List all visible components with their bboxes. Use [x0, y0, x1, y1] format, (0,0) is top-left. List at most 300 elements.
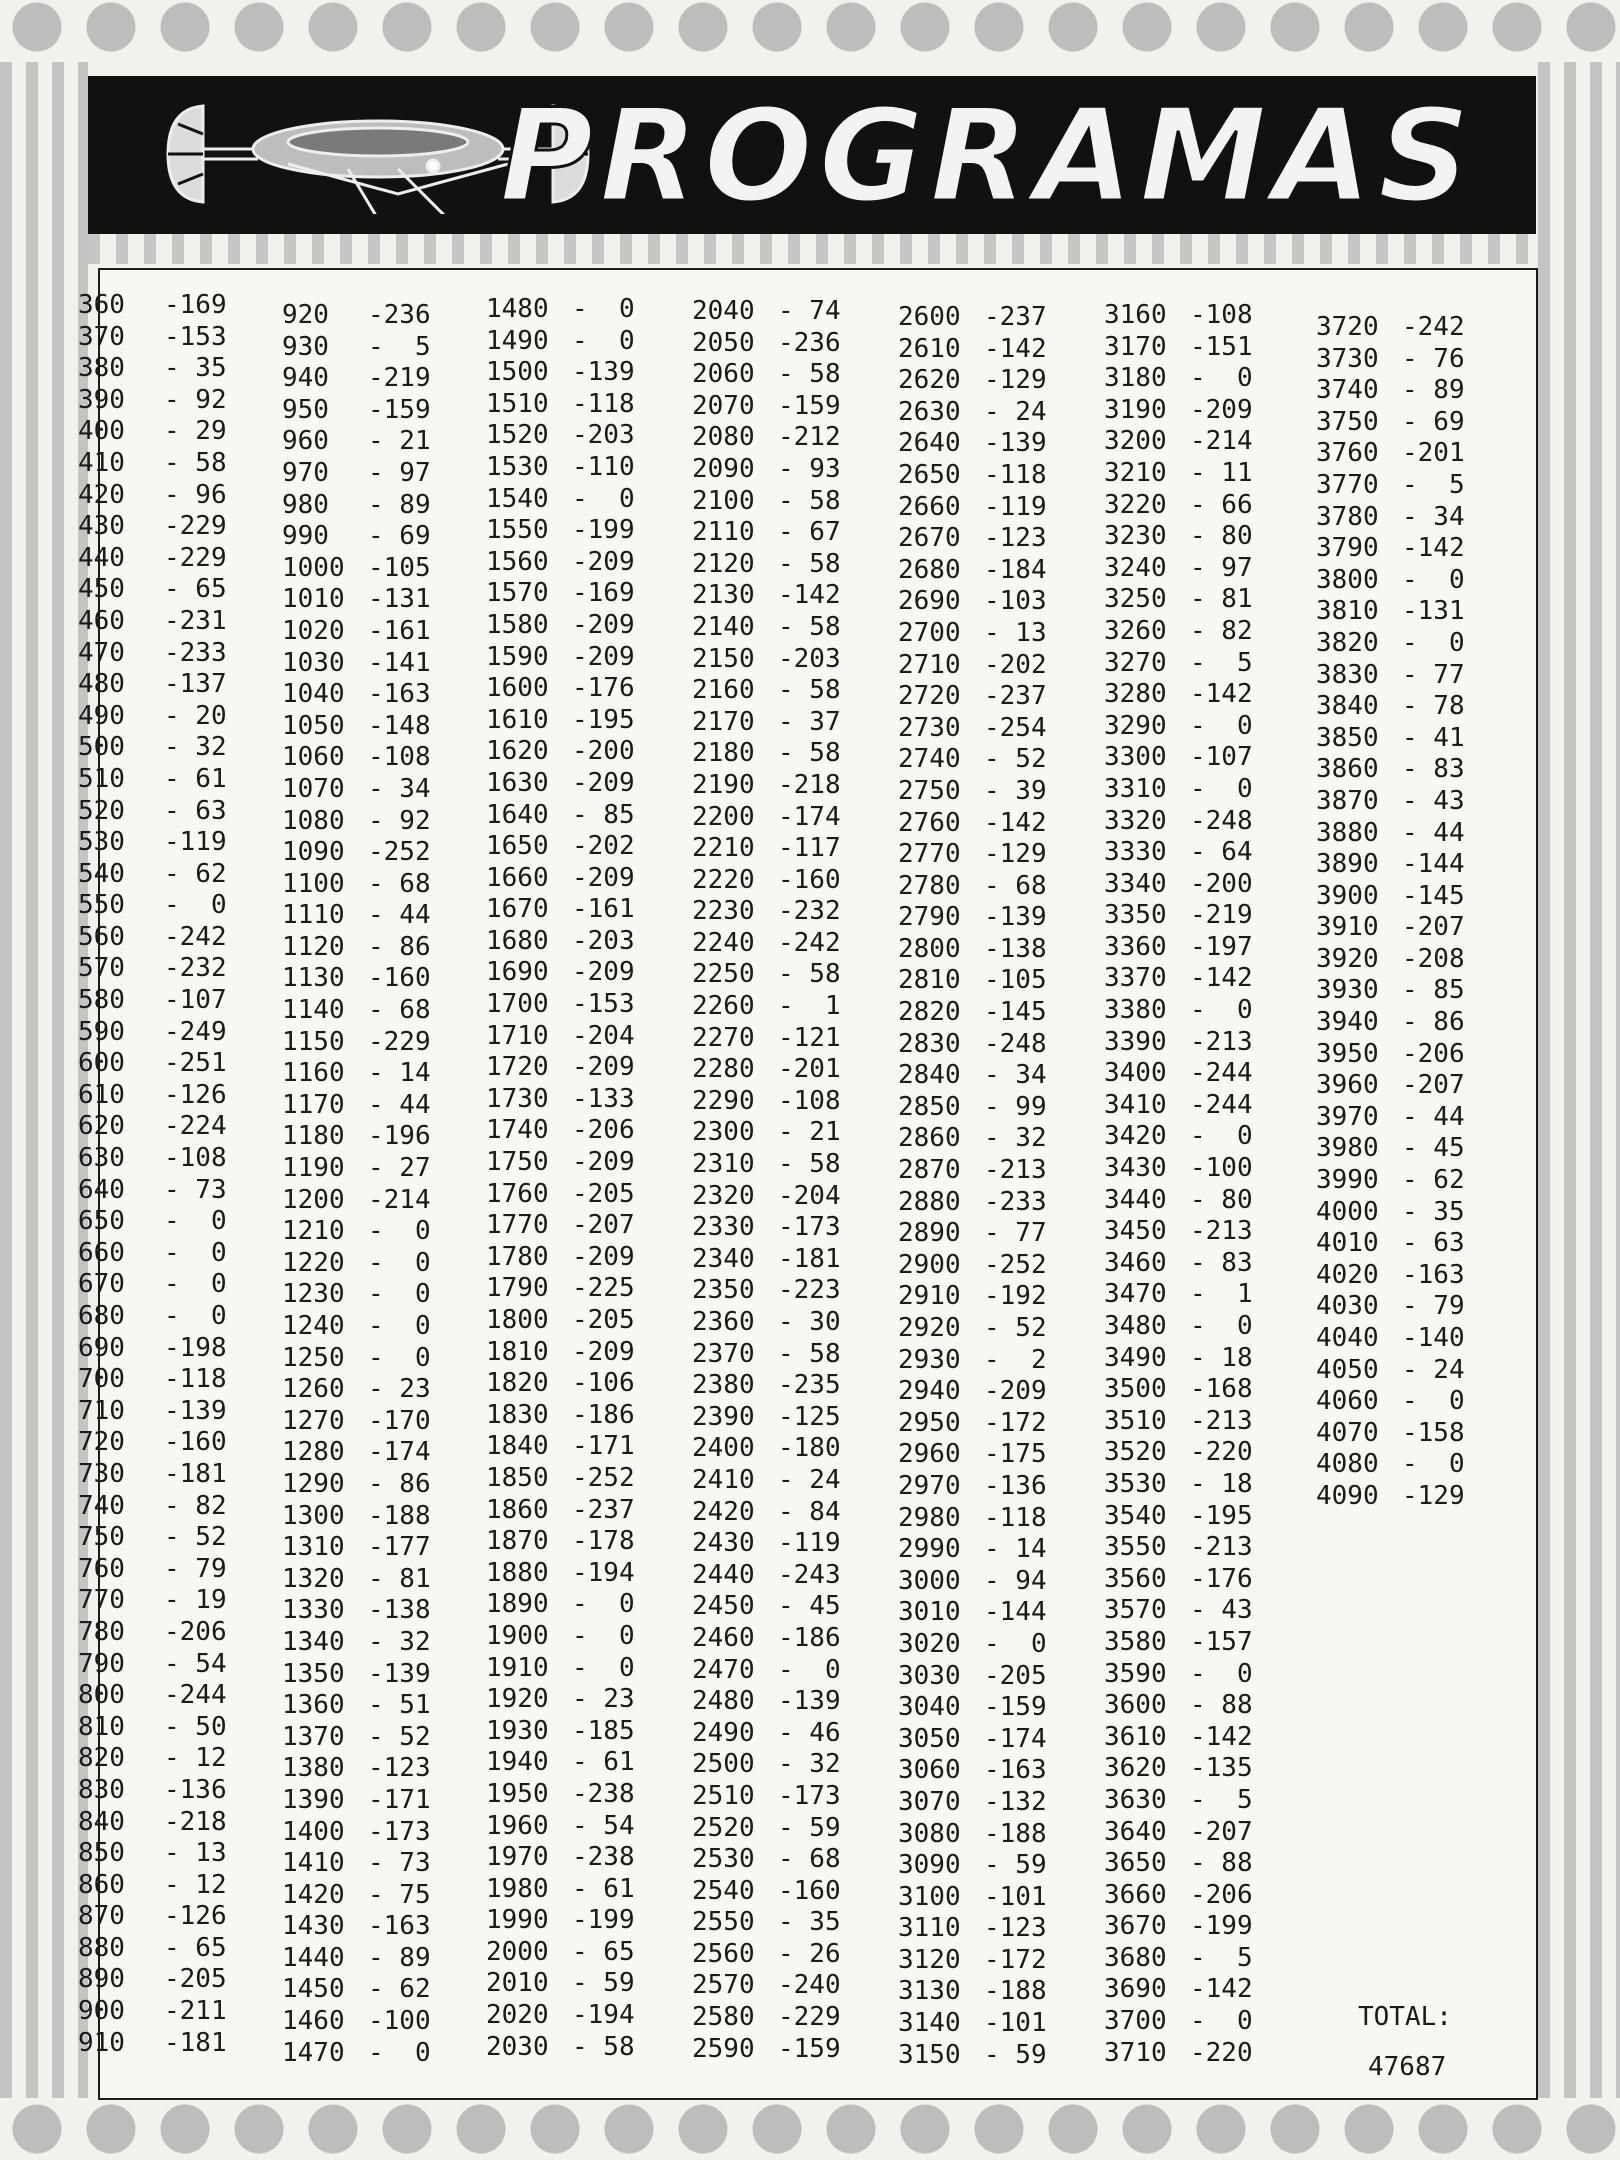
line-number: 3030	[898, 1660, 961, 1691]
listing-row	[692, 1497, 890, 1529]
line-number: 2890	[898, 1218, 961, 1249]
line-number: 2720	[898, 681, 961, 712]
line-number: 3880	[1316, 817, 1379, 848]
listing-row	[1104, 806, 1302, 838]
checksum-value: -107	[1190, 742, 1253, 773]
checksum-value: -199	[572, 1905, 635, 1936]
checksum-value: -139	[984, 428, 1047, 459]
listing-row	[1104, 363, 1302, 395]
checksum-value: - 65	[164, 574, 227, 605]
listing-row	[78, 1333, 276, 1365]
listing-row	[78, 1680, 276, 1712]
listing-row	[486, 484, 684, 516]
checksum-value: - 45	[778, 1591, 841, 1622]
line-number: 3210	[1104, 457, 1167, 488]
listing-row	[486, 1589, 684, 1621]
line-number: 3760	[1316, 438, 1379, 469]
checksum-value: - 24	[984, 396, 1047, 427]
line-number: 2150	[692, 643, 755, 674]
line-number: 470	[78, 637, 125, 668]
listing-row	[1316, 1228, 1514, 1260]
checksum-value: - 75	[368, 1879, 431, 1910]
page-title: PROGRAMAS	[499, 82, 1476, 231]
checksum-value: -229	[164, 542, 227, 573]
line-number: 1530	[486, 451, 549, 482]
line-number: 2300	[692, 1117, 755, 1148]
checksum-value: -118	[984, 1502, 1047, 1533]
listing-row	[486, 1021, 684, 1053]
line-number: 3480	[1104, 1311, 1167, 1341]
line-number: 3390	[1104, 1026, 1167, 1057]
checksum-value: - 18	[1190, 1468, 1253, 1499]
line-number: 2340	[692, 1243, 755, 1274]
checksum-value: -235	[778, 1370, 841, 1401]
line-number: 2060	[692, 359, 755, 390]
checksum-value: -212	[778, 422, 841, 453]
listing-row	[1104, 1627, 1302, 1659]
line-number: 840	[78, 1806, 125, 1837]
listing-row	[282, 584, 480, 616]
checksum-value: -209	[1190, 394, 1253, 425]
checksum-value: -206	[1402, 1038, 1465, 1069]
line-number: 3740	[1316, 375, 1379, 406]
line-number: 3840	[1316, 691, 1379, 722]
checksum-value: -243	[778, 1559, 841, 1590]
checksum-value: - 0	[572, 483, 635, 514]
line-number: 2580	[692, 2002, 755, 2033]
listing-row	[1104, 616, 1302, 648]
checksum-value: - 5	[1190, 647, 1253, 678]
listing-row	[78, 859, 276, 891]
listing-row	[692, 1718, 890, 1750]
listing-row	[898, 302, 1096, 334]
checksum-value: -142	[1190, 963, 1253, 994]
line-number: 1550	[486, 515, 549, 546]
listing-row	[486, 1558, 684, 1590]
checksum-value: -138	[984, 933, 1047, 964]
listing-row	[898, 397, 1096, 429]
line-number: 2700	[898, 617, 961, 648]
line-number: 3310	[1104, 773, 1167, 804]
listing-row	[692, 1307, 890, 1339]
line-number: 1630	[486, 767, 549, 798]
checksum-value: -200	[572, 736, 635, 767]
checksum-value: - 21	[778, 1117, 841, 1148]
checksum-value: -188	[984, 1818, 1047, 1849]
line-number: 3100	[898, 1881, 961, 1912]
listing-row	[1104, 1848, 1302, 1880]
line-number: 3780	[1316, 501, 1379, 532]
line-number: 2220	[692, 864, 755, 895]
line-number: 830	[78, 1774, 125, 1805]
listing-row	[692, 644, 890, 676]
listing-row	[282, 1595, 480, 1627]
listing-row	[486, 1842, 684, 1874]
line-number: 2910	[898, 1281, 961, 1312]
listing-row	[78, 1269, 276, 1301]
checksum-value: -108	[778, 1085, 841, 1116]
line-number: 860	[78, 1869, 125, 1900]
checksum-value: -118	[164, 1364, 227, 1395]
checksum-value: - 44	[1402, 1101, 1465, 1132]
listing-row	[78, 2028, 276, 2060]
checksum-value: -141	[368, 647, 431, 678]
checksum-value: -145	[1402, 880, 1465, 911]
checksum-value: -236	[778, 327, 841, 358]
line-number: 2990	[898, 1534, 961, 1565]
listing-row	[1316, 1102, 1514, 1134]
listing-row	[692, 1591, 890, 1623]
checksum-value: -100	[1190, 1153, 1253, 1184]
checksum-value: - 52	[164, 1522, 227, 1553]
checksum-value: - 82	[1190, 615, 1253, 646]
checksum-value: - 64	[1190, 837, 1253, 868]
listing-row	[282, 1785, 480, 1817]
checksum-value: -161	[368, 615, 431, 646]
checksum-value: - 34	[984, 1060, 1047, 1091]
checksum-value: - 0	[164, 1269, 227, 1300]
line-number: 1730	[486, 1083, 549, 1114]
line-number: 3150	[898, 2039, 961, 2070]
checksum-value: -186	[778, 1622, 841, 1653]
checksum-value: -220	[1190, 1437, 1253, 1468]
listing-row	[1104, 1437, 1302, 1469]
listing-row	[486, 578, 684, 610]
listing-row	[78, 1396, 276, 1428]
listing-row	[486, 1052, 684, 1084]
listing-row	[486, 642, 684, 674]
listing-row	[1316, 1291, 1514, 1323]
line-number: 1480	[486, 294, 549, 324]
checksum-value: -209	[572, 862, 635, 893]
listing-row	[1316, 1007, 1514, 1039]
checksum-value: - 23	[368, 1374, 431, 1405]
line-number: 780	[78, 1616, 125, 1647]
line-number: 630	[78, 1143, 125, 1174]
line-number: 3320	[1104, 805, 1167, 836]
listing-row	[486, 1210, 684, 1242]
checksum-value: -199	[1190, 1911, 1253, 1942]
checksum-value: -101	[984, 2008, 1047, 2039]
line-number: 2590	[692, 2033, 755, 2064]
line-number: 3860	[1316, 754, 1379, 785]
line-number: 1870	[486, 1526, 549, 1557]
checksum-value: - 0	[368, 1342, 431, 1373]
listing-row	[1104, 1564, 1302, 1596]
line-number: 2130	[692, 580, 755, 611]
listing-row	[78, 385, 276, 417]
checksum-value: - 0	[778, 1654, 841, 1685]
listing-row	[898, 1882, 1096, 1914]
checksum-value: -209	[984, 1376, 1047, 1407]
line-number: 1420	[282, 1879, 345, 1910]
line-number: 950	[282, 394, 329, 425]
checksum-value: -213	[1190, 1026, 1253, 1057]
listing-row	[282, 395, 480, 427]
listing-row	[898, 2040, 1096, 2072]
listing-row	[78, 1807, 276, 1839]
line-number: 1780	[486, 1241, 549, 1272]
checksum-value: - 35	[164, 353, 227, 384]
line-number: 720	[78, 1427, 125, 1458]
listing-row	[78, 1143, 276, 1175]
checksum-value: - 88	[1190, 1848, 1253, 1879]
line-number: 2140	[692, 611, 755, 642]
listing-row	[898, 1029, 1096, 1061]
checksum-value: -195	[1190, 1500, 1253, 1531]
checksum-value: - 2	[984, 1344, 1047, 1375]
line-number: 2010	[486, 1968, 549, 1999]
checksum-value: -131	[368, 584, 431, 615]
checksum-value: - 99	[984, 1091, 1047, 1122]
checksum-value: - 74	[778, 296, 841, 326]
checksum-value: - 20	[164, 700, 227, 731]
listing-row	[898, 2008, 1096, 2040]
listing-row	[898, 1345, 1096, 1377]
checksum-value: -117	[778, 833, 841, 864]
listing-row	[282, 1532, 480, 1564]
checksum-value: - 92	[164, 384, 227, 415]
listing-row	[898, 1597, 1096, 1629]
checksum-value: -232	[164, 953, 227, 984]
checksum-value: -209	[572, 957, 635, 988]
line-number: 760	[78, 1553, 125, 1584]
line-number: 3650	[1104, 1848, 1167, 1879]
checksum-value: -204	[778, 1180, 841, 1211]
checksum-value: -129	[1402, 1480, 1465, 1511]
line-number: 2950	[898, 1407, 961, 1438]
checksum-value: -181	[778, 1243, 841, 1274]
checksum-value: - 11	[1190, 457, 1253, 488]
listing-row	[282, 648, 480, 680]
line-number: 2170	[692, 706, 755, 737]
line-number: 2650	[898, 459, 961, 490]
listing-row	[78, 1238, 276, 1270]
line-number: 2940	[898, 1376, 961, 1407]
checksum-value: -206	[1190, 1879, 1253, 1910]
listing-row	[282, 2038, 480, 2070]
line-number: 1380	[282, 1753, 345, 1784]
line-number: 900	[78, 1996, 125, 2027]
checksum-value: -229	[368, 1026, 431, 1057]
checksum-value: -172	[984, 1407, 1047, 1438]
listing-row	[486, 1431, 684, 1463]
listing-row	[486, 420, 684, 452]
listing-row	[282, 1343, 480, 1375]
checksum-value: -159	[778, 2033, 841, 2064]
listing-row	[898, 523, 1096, 555]
listing-row	[78, 1743, 276, 1775]
line-number: 3090	[898, 1850, 961, 1881]
checksum-value: -209	[572, 1336, 635, 1367]
listing-row	[898, 1819, 1096, 1851]
checksum-value: -177	[368, 1532, 431, 1563]
line-number: 2360	[692, 1307, 755, 1337]
listing-row	[282, 553, 480, 585]
line-number: 2540	[692, 1875, 755, 1906]
checksum-value: - 0	[164, 890, 227, 921]
line-number: 3970	[1316, 1101, 1379, 1132]
listing-row	[692, 1086, 890, 1118]
checksum-value: - 32	[368, 1626, 431, 1657]
line-number: 2480	[692, 1686, 755, 1717]
checksum-value: -100	[368, 2006, 431, 2037]
checksum-value: -207	[1402, 912, 1465, 943]
checksum-value: - 97	[1190, 552, 1253, 583]
line-number: 460	[78, 605, 125, 636]
line-number: 2740	[898, 744, 961, 775]
listing-row	[78, 985, 276, 1017]
listing-row	[1104, 742, 1302, 774]
listing-row	[692, 1876, 890, 1908]
line-number: 700	[78, 1364, 125, 1395]
checksum-value: - 58	[778, 738, 841, 769]
listing-row	[1104, 1753, 1302, 1785]
listing-row	[78, 416, 276, 448]
checksum-value: -171	[368, 1784, 431, 1815]
checksum-value: -205	[572, 1178, 635, 1209]
listing-row	[282, 1627, 480, 1659]
line-number: 1840	[486, 1431, 549, 1462]
line-number: 2090	[692, 453, 755, 484]
checksum-value: -242	[164, 921, 227, 952]
total-label: TOTAL:	[1358, 2002, 1452, 2032]
listing-row	[692, 1939, 890, 1971]
listing-row	[486, 1937, 684, 1969]
checksum-value: -139	[984, 902, 1047, 933]
line-number: 2790	[898, 902, 961, 933]
checksum-value: -144	[1402, 849, 1465, 880]
checksum-value: - 86	[1402, 1007, 1465, 1038]
listing-row	[898, 1850, 1096, 1882]
line-number: 4000	[1316, 1196, 1379, 1227]
checksum-value: - 32	[164, 732, 227, 763]
listing-row	[486, 294, 684, 326]
checksum-value: -202	[984, 649, 1047, 680]
checksum-value: - 5	[1190, 1784, 1253, 1815]
listing-row	[486, 1084, 684, 1116]
listing-row	[486, 1811, 684, 1843]
listing-row	[898, 1945, 1096, 1977]
line-number: 3820	[1316, 627, 1379, 658]
listing-row	[282, 1943, 480, 1975]
checksum-value: - 58	[778, 548, 841, 579]
checksum-value: -251	[164, 1048, 227, 1079]
line-number: 1060	[282, 742, 345, 773]
line-number: 2290	[692, 1085, 755, 1116]
checksum-value: -174	[984, 1723, 1047, 1754]
line-number: 1240	[282, 1311, 345, 1341]
checksum-value: -159	[368, 394, 431, 425]
listing-row	[78, 1017, 276, 1049]
line-number: 3910	[1316, 912, 1379, 943]
checksum-value: -223	[778, 1275, 841, 1306]
listing-row	[692, 707, 890, 739]
line-number: 1990	[486, 1905, 549, 1936]
line-number: 3440	[1104, 1184, 1167, 1215]
checksum-value: -218	[778, 769, 841, 800]
checksum-value: -138	[368, 1595, 431, 1626]
listing-row	[78, 922, 276, 954]
checksum-value: - 14	[368, 1058, 431, 1089]
line-number: 1470	[282, 2037, 345, 2068]
line-number: 4030	[1316, 1291, 1379, 1322]
line-number: 3510	[1104, 1405, 1167, 1436]
listing-row	[78, 732, 276, 764]
checksum-value: -108	[368, 742, 431, 773]
listing-row	[898, 902, 1096, 934]
listing-row	[1104, 1027, 1302, 1059]
line-number: 1200	[282, 1184, 345, 1215]
checksum-value: -209	[572, 1241, 635, 1272]
listing-row	[692, 1212, 890, 1244]
line-number: 1250	[282, 1342, 345, 1373]
listing-row	[692, 328, 890, 360]
checksum-value: -129	[984, 839, 1047, 870]
line-number: 3330	[1104, 837, 1167, 868]
line-number: 2350	[692, 1275, 755, 1306]
listing-row	[1104, 1185, 1302, 1217]
checksum-value: - 89	[1402, 375, 1465, 406]
listing-row	[1104, 1343, 1302, 1375]
line-number: 3960	[1316, 1070, 1379, 1101]
listing-row	[78, 353, 276, 385]
line-number: 3950	[1316, 1038, 1379, 1069]
listing-row	[282, 1564, 480, 1596]
checksum-value: -225	[572, 1273, 635, 1304]
listing-row	[692, 1054, 890, 1086]
listing-row	[692, 928, 890, 960]
listing-row	[486, 515, 684, 547]
checksum-value: - 58	[164, 447, 227, 478]
listing-row	[1104, 1121, 1302, 1153]
line-number: 1290	[282, 1468, 345, 1499]
listing-row	[1104, 1374, 1302, 1406]
listing-row	[1104, 395, 1302, 427]
line-number: 3920	[1316, 943, 1379, 974]
listing-row	[1104, 900, 1302, 932]
checksum-value: - 77	[984, 1218, 1047, 1249]
line-number: 2840	[898, 1060, 961, 1091]
listing-row	[692, 1149, 890, 1181]
listing-row	[692, 1970, 890, 2002]
line-number: 4080	[1316, 1449, 1379, 1480]
checksum-value: -145	[984, 997, 1047, 1028]
line-number: 2410	[692, 1464, 755, 1495]
listing-row	[282, 742, 480, 774]
listing-row	[898, 618, 1096, 650]
line-number: 3580	[1104, 1626, 1167, 1657]
line-number: 1040	[282, 679, 345, 710]
line-number: 4070	[1316, 1417, 1379, 1448]
checksum-value: -220	[1190, 2037, 1253, 2068]
line-number: 3490	[1104, 1342, 1167, 1373]
checksum-value: -105	[368, 552, 431, 583]
listing-row	[486, 1874, 684, 1906]
checksum-value: - 46	[778, 1717, 841, 1748]
line-number: 610	[78, 1079, 125, 1110]
line-number: 930	[282, 331, 329, 362]
listing-row	[282, 1848, 480, 1880]
listing-row	[692, 580, 890, 612]
listing-row	[78, 1996, 276, 2028]
line-number: 3190	[1104, 394, 1167, 425]
line-number: 2110	[692, 517, 755, 548]
line-number: 3940	[1316, 1007, 1379, 1038]
line-number: 360	[78, 290, 125, 320]
line-number: 2730	[898, 712, 961, 743]
checksum-value: -249	[164, 1016, 227, 1047]
